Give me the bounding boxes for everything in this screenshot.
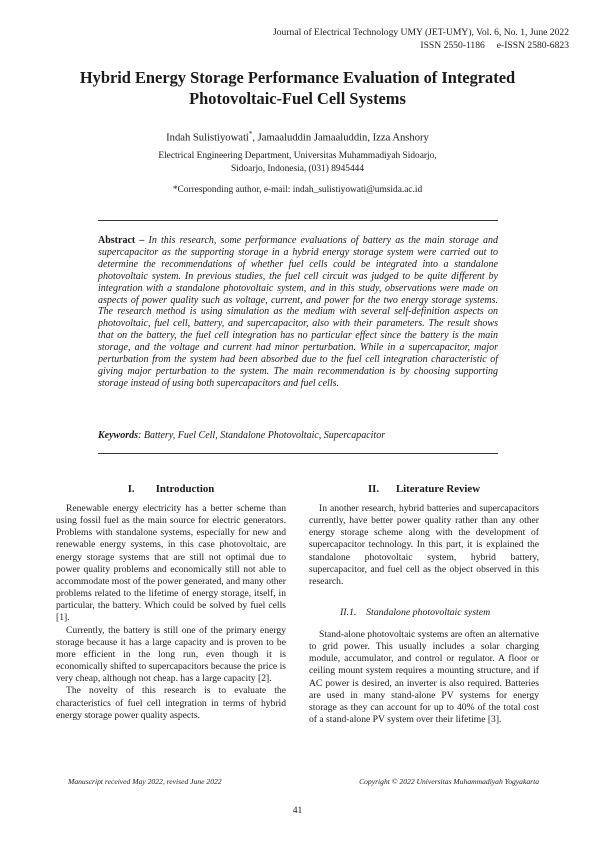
subsection-heading (340, 607, 490, 618)
paragraph: In another research, hybrid batteries and supercapacitors currently, have better power quality rather than any other energy storage scheme along with the development of supercapacitor technology. In this part, it is explained the standalone photovoltaic system, hybrid battery, supercapacitor, and fuel cell as the object observed in this research. (309, 503, 539, 587)
corresponding-mark: * (248, 130, 253, 138)
keywords (98, 430, 498, 441)
affiliation (40, 150, 555, 176)
first-author: Indah Sulistiyowati (166, 132, 249, 144)
corresponding-author: *Corresponding author, e-mail: indah_sulistiyowati@umsida.ac.id (172, 185, 423, 195)
keywords-text: : Battery, Fuel Cell, Standalone Photovoltaic, Supercapacitor (138, 430, 386, 441)
keywords-label: Keywords (98, 430, 138, 441)
standalone-pv-body (309, 629, 539, 726)
affiliation-line-1: Electrical Engineering Department, Universitas Muhammadiyah Sidoarjo, (158, 151, 437, 161)
literature-review-body (309, 503, 539, 588)
journal-header: Journal of Electrical Technology UMY (JET-UMY), Vol. 6, No. 1, June 2022 (273, 27, 569, 38)
section-heading-literature-review (309, 483, 539, 495)
paragraph: Currently, the battery is still one of the primary energy storage because it has a large capacity and is proven to be more efficient in the long run, even though it is economically shifted to supercapacitors because the price is very cheap, although not cheap. has a large capacity [2]. (56, 624, 286, 685)
section-number: I. (127, 483, 135, 495)
section-title: Literature Review (395, 483, 481, 495)
paper-title (40, 68, 555, 109)
section-title: Introduction (155, 483, 215, 495)
title-line-1: Hybrid Energy Storage Performance Evaluation of Integrated (79, 68, 516, 87)
paragraph: The novelty of this research is to evaluate the characteristics of fuel cell integration in terms of hybrid energy storage power quality aspects. (56, 685, 286, 721)
copyright-notice: Copyright © 2022 Universitas Muhammadiyah Yogyakarta (359, 777, 539, 786)
abstract-bottom-rule (98, 453, 498, 454)
paragraph: Stand-alone photovoltaic systems are often an alternative to grid power. This usually includes a solar charging module, accumulator, and control or regulator. A floor or ceiling mount system requires a mounting structure, and if AC power is desired, an inverter is also required. Batteries are used in many stand-alone PV systems for energy storage as they can account for up to 40% of the total cost of a stand-alone PV system over their lifetime [3]. (309, 629, 539, 726)
abstract-label: Abstract – (98, 235, 145, 246)
abstract-top-rule (98, 220, 498, 221)
subsection-number: II.1. (340, 607, 357, 618)
other-authors: , Jamaaluddin Jamaaluddin, Izza Anshory (252, 132, 429, 144)
abstract-text: In this research, some performance evaluations of battery as the main storage and supercapacitor as the supporting storage in a hybrid energy storage system were carried out to determine the recommendations of whether fuel cells could be integrated into a standalone photovoltaic system. In previous studies, the fuel cell circuit was judged to be quite different by integration with a standalone photovoltaic system, and in this study, observations were made on aspects of power quality such as voltage, current, and power for the two energy storage systems. The research method is using simulation as the medium with several self-definition aspects on photovoltaic, fuel cell, battery, and supercapacitor, also with their parameters. The result shows that on the battery, the fuel cell integration has no particular effect since the battery is the main storage, and the voltage and current had minor perturbation. While in a supercapacitor, major perturbation from the system had been absorbed due to the fuel cell integration characteristic of giving major perturbation to the system. The main recommendation is by choosing supporting storage instead of using both supercapacitors and fuel cells. (98, 235, 498, 389)
title-line-2: Photovoltaic-Fuel Cell Systems (189, 88, 406, 108)
affiliation-line-2: Sidoarjo, Indonesia, (031) 8945444 (230, 164, 365, 174)
section-number: II. (367, 483, 380, 495)
paragraph: Renewable energy electricity has a better scheme than using fossil fuel as the main source for electric generators. Problems with standalone systems, especially for new and renewable energy systems, in this case photovoltaic, are energy storage systems that are still not optimal due to power quality problems and economically still not able to accommodate most of the power generated, and many other problems related to the lifetime of energy storage, itself, in particular, the battery. Which could be solved by fuel cells [1]. (56, 503, 286, 624)
manuscript-dates: Manuscript received May 2022, revised June 2022 (68, 777, 222, 786)
issn-line: ISSN 2550-1186 e-ISSN 2580-6823 (420, 40, 569, 51)
section-heading-introduction (56, 483, 286, 495)
page-number: 41 (292, 805, 303, 816)
subsection-title: Standalone photovoltaic system (366, 607, 491, 618)
author-list (40, 130, 555, 144)
introduction-body (56, 503, 286, 722)
abstract (98, 235, 498, 390)
